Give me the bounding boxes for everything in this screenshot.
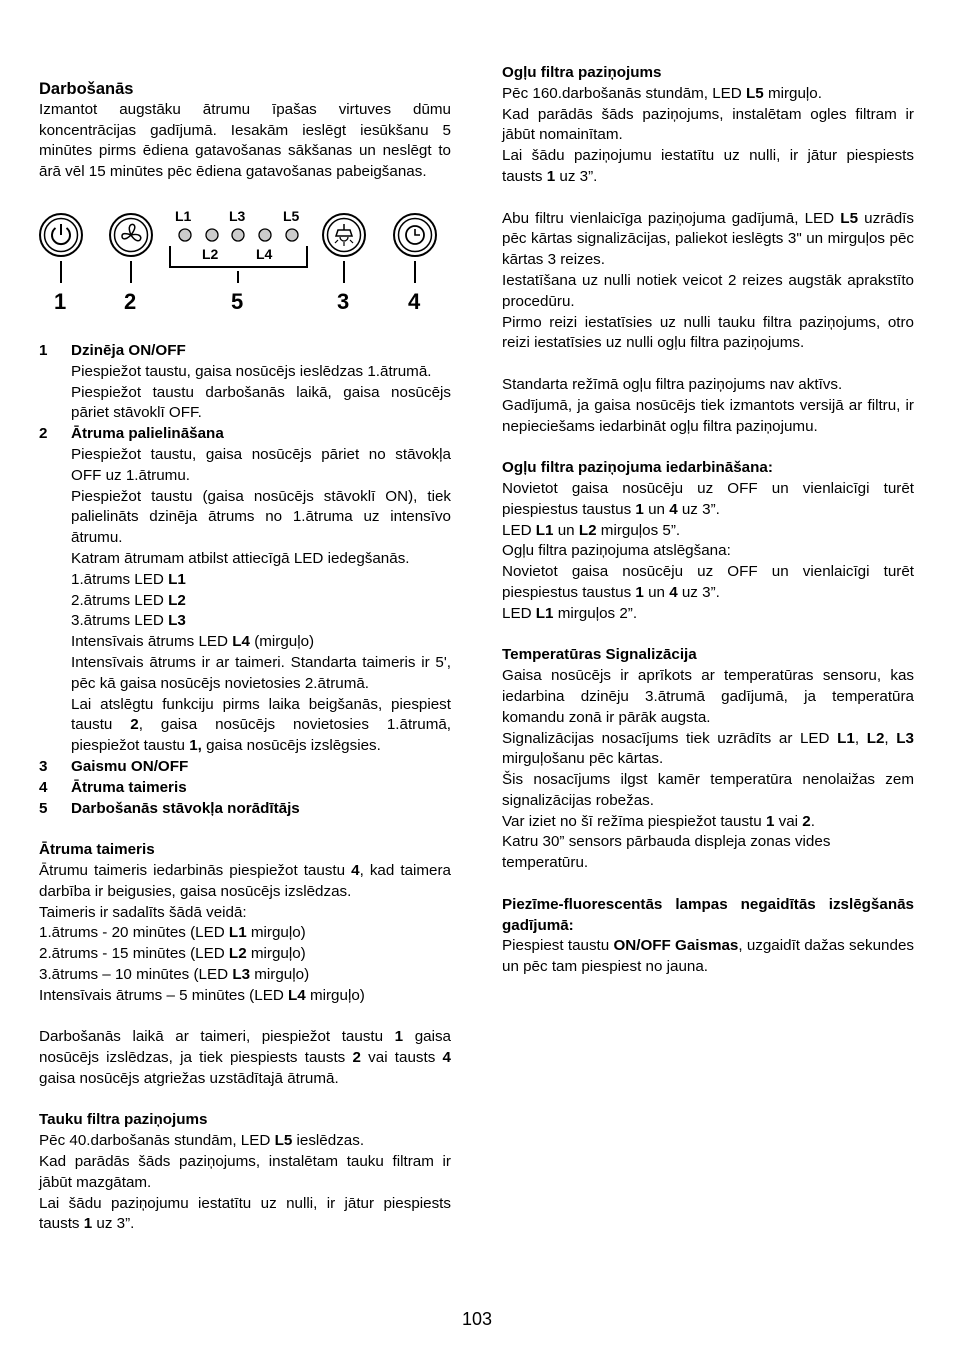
item-3	[39, 757, 451, 778]
grease-para: Kad parādās šāds paziņojums, instalētam tauku filtram ir jābūt mazgātam.	[39, 1153, 451, 1191]
led-l1	[179, 229, 191, 241]
charcoal-para: Pēc 160.darbošanās stundām, LED L5 mirguļo.	[502, 84, 822, 102]
charcoal-para: Kad parādās šāds paziņojums, instalētam ogles filtram ir jābūt nomainītam.	[502, 105, 914, 144]
item-2-desc	[39, 445, 451, 757]
intro-paragraph: Izmantot augstāku ātrumu īpašas virtuves dūmu koncentrācijas gadījumā. Iesakām ieslēgt iesūkšanu 5 minūtes pirms ēdiena gatavošanas sākšanas un neslēgt to ārā vēl 15 minūtes pēc ēdiena gatavošanas pabeigšanas.	[39, 100, 451, 181]
item-title: Gaismu ON/OFF	[71, 757, 189, 775]
item-number: 1	[39, 342, 48, 359]
timer-para: Darbošanās laikā ar taimeri, piespiežot taustu 1 gaisa nosūcējs izslēdzas, ja tiek piespiests tausts 2 vai tausts 4 gaisa nosūcējs atgriežas uzstādītajā ātrumā.	[39, 1028, 451, 1087]
item-number: 3	[39, 757, 48, 775]
item-title: Darbošanās stāvokļa norādītājs	[71, 799, 300, 817]
activation-para: LED L1 un L2 mirguļos 5”.	[502, 521, 681, 539]
both-filters-para: Iestatīšana uz nulli notiek veicot 2 reizes augstāk aprakstīto procedūru.	[502, 271, 914, 310]
callout-numbers	[54, 289, 421, 314]
item-title: Ātruma taimeris	[71, 778, 187, 796]
callout-1: 1	[54, 289, 67, 314]
left-column	[39, 79, 451, 183]
item-number: 4	[39, 778, 48, 796]
callout-2: 2	[124, 289, 137, 314]
item-2-para: Piespiežot taustu, gaisa nosūcējs pāriet no stāvokļa OFF uz 1.ātrumu.	[71, 445, 451, 484]
activation-para: Novietot gaisa nosūcēju uz OFF un vienlaicīgi turēt piespiestus taustus 1 un 4 uz 3”.	[502, 479, 914, 518]
led-label-l4: L4	[256, 246, 273, 262]
temperature-para: Šis nosacījums ilgst kamēr temperatūra nenolaižas zem signalizācijas robežas.	[502, 771, 914, 809]
led-l4	[259, 229, 271, 241]
both-filters-para: Abu filtru vienlaicīga paziņojuma gadījumā, LED L5 uzrādīs pēc kārtas signalizācijas, paliekot ieslēgts 3" un mirguļos pēc kārtas 3 reizes.	[502, 209, 914, 269]
item-2-para: Lai atslēgtu funkciju pirms laika beigšanās, piespiest taustu 2, gaisa nosūcējs novietosies 1.ātrumā, piespiežot taustu 1, gaisa nosūcējs izslēgsies.	[71, 695, 452, 755]
item-1	[39, 341, 451, 362]
lamp-heading: Piezīme-fluorescentās lampas negaidītās izslēgšanās gadījumā:	[502, 895, 914, 934]
temperature-heading: Temperatūras Signalizācija	[502, 646, 697, 664]
timer-line: 3.ātrums – 10 minūtes (LED L3 mirguļo)	[39, 965, 310, 983]
item-1-line: Piespiežot taustu, gaisa nosūcējs ieslēdzas 1.ātrumā.	[71, 362, 432, 380]
grease-para: Lai šādu paziņojumu iestatītu uz nulli, ir jātur piespiests tausts 1 uz 3”.	[39, 1194, 451, 1233]
led-l3	[232, 229, 244, 241]
grease-para: Pēc 40.darbošanās stundām, LED L5 ieslēdzas.	[39, 1132, 365, 1150]
power-icon	[40, 214, 82, 256]
page-number: 103	[461, 1309, 493, 1329]
speed-line: 1.ātrums LED L1	[71, 570, 186, 588]
item-2-para: Intensīvais ātrums ir ar taimeri. Standarta taimeris ir 5', pēc kā gaisa nosūcējs novietosies 2.ātrumā.	[71, 653, 451, 692]
timer-icon	[394, 214, 436, 256]
item-1-line: Piespiežot taustu darbošanās laikā, gaisa nosūcējs pāriet stāvoklī OFF.	[71, 383, 451, 422]
right-column	[502, 63, 914, 978]
item-number: 2	[39, 425, 48, 443]
item-number: 5	[39, 799, 48, 817]
both-filters-para: Pirmo reizi iestatīsies uz nulli tauku filtra paziņojums, otro reizi iestatīsies uz nulli ogļu filtra paziņojums.	[502, 313, 914, 352]
speed-line: Intensīvais ātrums LED L4 (mirguļo)	[71, 633, 315, 651]
item-1-desc	[39, 362, 451, 424]
timer-line: Intensīvais ātrums – 5 minūtes (LED L4 mirguļo)	[39, 986, 365, 1004]
charcoal-heading: Ogļu filtra paziņojums	[502, 64, 662, 81]
callout-5: 5	[231, 289, 244, 314]
lamp-para: Piespiest taustu ON/OFF Gaismas, uzgaidīt dažas sekundes un pēc tam piespiest no jauna.	[502, 937, 914, 976]
temperature-para: Signalizācijas nosacījums tiek uzrādīts ar LED L1, L2, L3 mirguļošanu pēc kārtas.	[502, 729, 914, 768]
item-4	[39, 778, 451, 799]
led-label-l2: L2	[202, 246, 219, 262]
activation-para: LED L1 mirguļos 2”.	[502, 604, 638, 622]
led-l2	[206, 229, 218, 241]
temperature-para: Katru 30” sensors pārbauda displeja zonas vides temperatūru.	[502, 833, 831, 872]
activation-para: Ogļu filtra paziņojuma atslēgšana:	[502, 542, 731, 560]
timer-line: 1.ātrums - 20 minūtes (LED L1 mirguļo)	[39, 924, 306, 942]
light-icon	[323, 214, 365, 256]
standard-para: Standarta režīmā ogļu filtra paziņojums nav aktīvs.	[502, 375, 843, 393]
charcoal-para: Lai šādu paziņojumu iestatītu uz nulli, ir jātur piespiests tausts 1 uz 3”.	[502, 147, 914, 185]
activation-heading: Ogļu filtra paziņojuma iedarbināšana:	[502, 459, 773, 477]
left-items	[39, 341, 451, 1235]
speed-line: 3.ātrums LED L3	[71, 612, 186, 630]
activation-para: Novietot gaisa nosūcēju uz OFF un vienlaicīgi turēt piespiestus taustus 1 un 4 uz 3”.	[502, 563, 914, 601]
control-panel-svg	[32, 204, 442, 322]
item-title: Dzinēja ON/OFF	[71, 342, 186, 359]
led-label-l3: L3	[229, 208, 246, 224]
fan-icon	[110, 214, 152, 256]
control-panel-diagram	[32, 204, 442, 322]
item-2-para: Katram ātrumam atbilst attiecīgā LED iedegšanās.	[71, 549, 410, 567]
standard-para: Gadījumā, ja gaisa nosūcējs tiek izmantots versijā ar filtru, ir nepieciešams iedarbināt ogļu filtra paziņojumu.	[502, 396, 914, 435]
item-title: Ātruma palielināšana	[71, 425, 224, 443]
timer-para: Taimeris ir sadalīts šādā veidā:	[39, 903, 247, 921]
item-2	[39, 424, 451, 445]
timer-heading: Ātruma taimeris	[39, 841, 155, 859]
section-heading-operation: Darbošanās	[39, 80, 134, 98]
item-2-para: Piespiežot taustu (gaisa nosūcējs stāvoklī ON), tiek palielināts dzinēja ātrums no 1.ātruma uz intensīvo ātrumu.	[71, 487, 451, 547]
temperature-para: Var iziet no šī režīma piespiežot taustu 1 vai 2.	[502, 812, 815, 830]
item-5	[39, 799, 451, 820]
timer-line: 2.ātrums - 15 minūtes (LED L2 mirguļo)	[39, 945, 306, 963]
callout-4: 4	[408, 289, 421, 314]
led-label-l1: L1	[175, 208, 192, 224]
led-l5	[286, 229, 298, 241]
leader-lines	[61, 261, 415, 283]
led-indicators	[170, 208, 307, 267]
timer-para: Ātrumu taimeris iedarbinās piespiežot taustu 4, kad taimera darbība ir beigusies, gaisa nosūcējs izslēdzas.	[39, 861, 451, 900]
speed-line: 2.ātrums LED L2	[71, 591, 186, 609]
callout-3: 3	[337, 289, 350, 314]
led-label-l5: L5	[283, 208, 300, 224]
temperature-para: Gaisa nosūcējs ir aprīkots ar temperatūras sensoru, kas iedarbina dzinēju 3.ātrumā gadījumā, ja temperatūra komandu zonā ir pārāk augsta.	[502, 667, 914, 726]
grease-heading: Tauku filtra paziņojums	[39, 1111, 208, 1129]
